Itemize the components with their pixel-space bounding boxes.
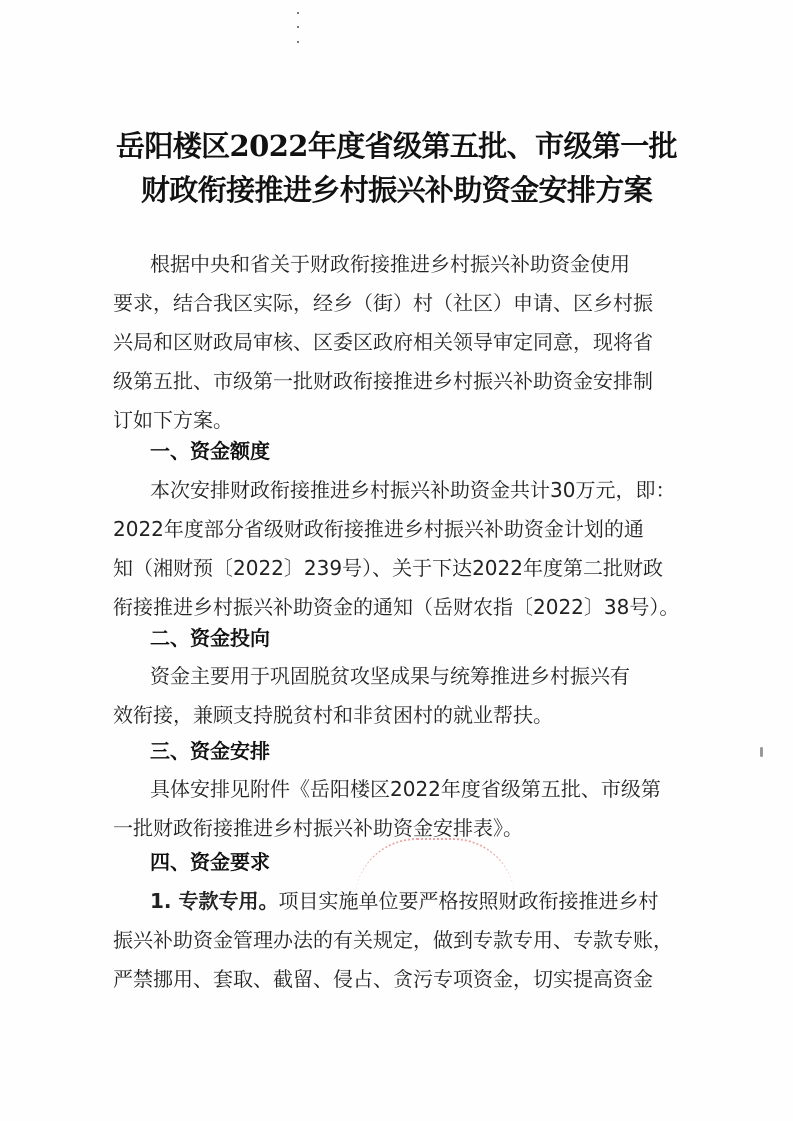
section2-line: 资金主要用于巩固脱贫攻坚成果与统筹推进乡村振兴有 (150, 664, 630, 688)
scan-mark (297, 26, 299, 28)
scan-mark (297, 41, 299, 43)
intro-line: 兴局和区财政局审核、区委区政府相关领导审定同意，现将省 (113, 330, 653, 354)
title-line-1: 岳阳楼区2022年度省级第五批、市级第一批 (115, 129, 678, 163)
section3-line: 具体安排见附件《岳阳楼区2022年度省级第五批、市级第 (150, 777, 661, 801)
section1-line: 本次安排财政衔接推进乡村振兴补助资金共计30万元，即： (150, 478, 676, 502)
scan-mark (297, 12, 299, 14)
section3-line: 一批财政衔接推进乡村振兴补助资金安排表》。 (113, 816, 523, 840)
intro-line: 根据中央和省关于财政衔接推进乡村振兴补助资金使用 (150, 252, 630, 276)
item-label: 1. 专款专用。 (150, 889, 279, 913)
intro-line: 级第五批、市级第一批财政衔接推进乡村振兴补助资金安排制 (113, 369, 653, 393)
section-heading-requirements: 四、资金要求 (150, 850, 270, 874)
section-heading-arrangement: 三、资金安排 (150, 739, 270, 763)
item-text: 项目实施单位要严格按照财政衔接推进乡村 (278, 889, 659, 913)
intro-line: 要求，结合我区实际，经乡（街）村（社区）申请、区乡村振 (113, 291, 653, 315)
title-line-2: 财政衔接推进乡村振兴补助资金安排方案 (140, 173, 653, 207)
scan-speck (760, 747, 763, 757)
section-heading-direction: 二、资金投向 (150, 626, 270, 650)
section4-line: 严禁挪用、套取、截留、侵占、贪污专项资金，切实提高资金 (113, 967, 653, 991)
section1-line: 2022年度部分省级财政衔接推进乡村振兴补助资金计划的通 (113, 517, 644, 541)
red-seal-stamp (355, 838, 515, 900)
section1-line: 衔接推进乡村振兴补助资金的通知（岳财农指〔2022〕38号）。 (113, 595, 680, 619)
section-heading-amount: 一、资金额度 (150, 439, 270, 463)
intro-line: 订如下方案。 (113, 408, 233, 432)
section2-line: 效衔接，兼顾支持脱贫村和非贫困村的就业帮扶。 (113, 703, 553, 727)
section4-line: 振兴补助资金管理办法的有关规定，做到专款专用、专款专账， (113, 928, 673, 952)
section1-line: 知（湘财预〔2022〕239号）、关于下达2022年度第二批财政 (113, 556, 663, 580)
